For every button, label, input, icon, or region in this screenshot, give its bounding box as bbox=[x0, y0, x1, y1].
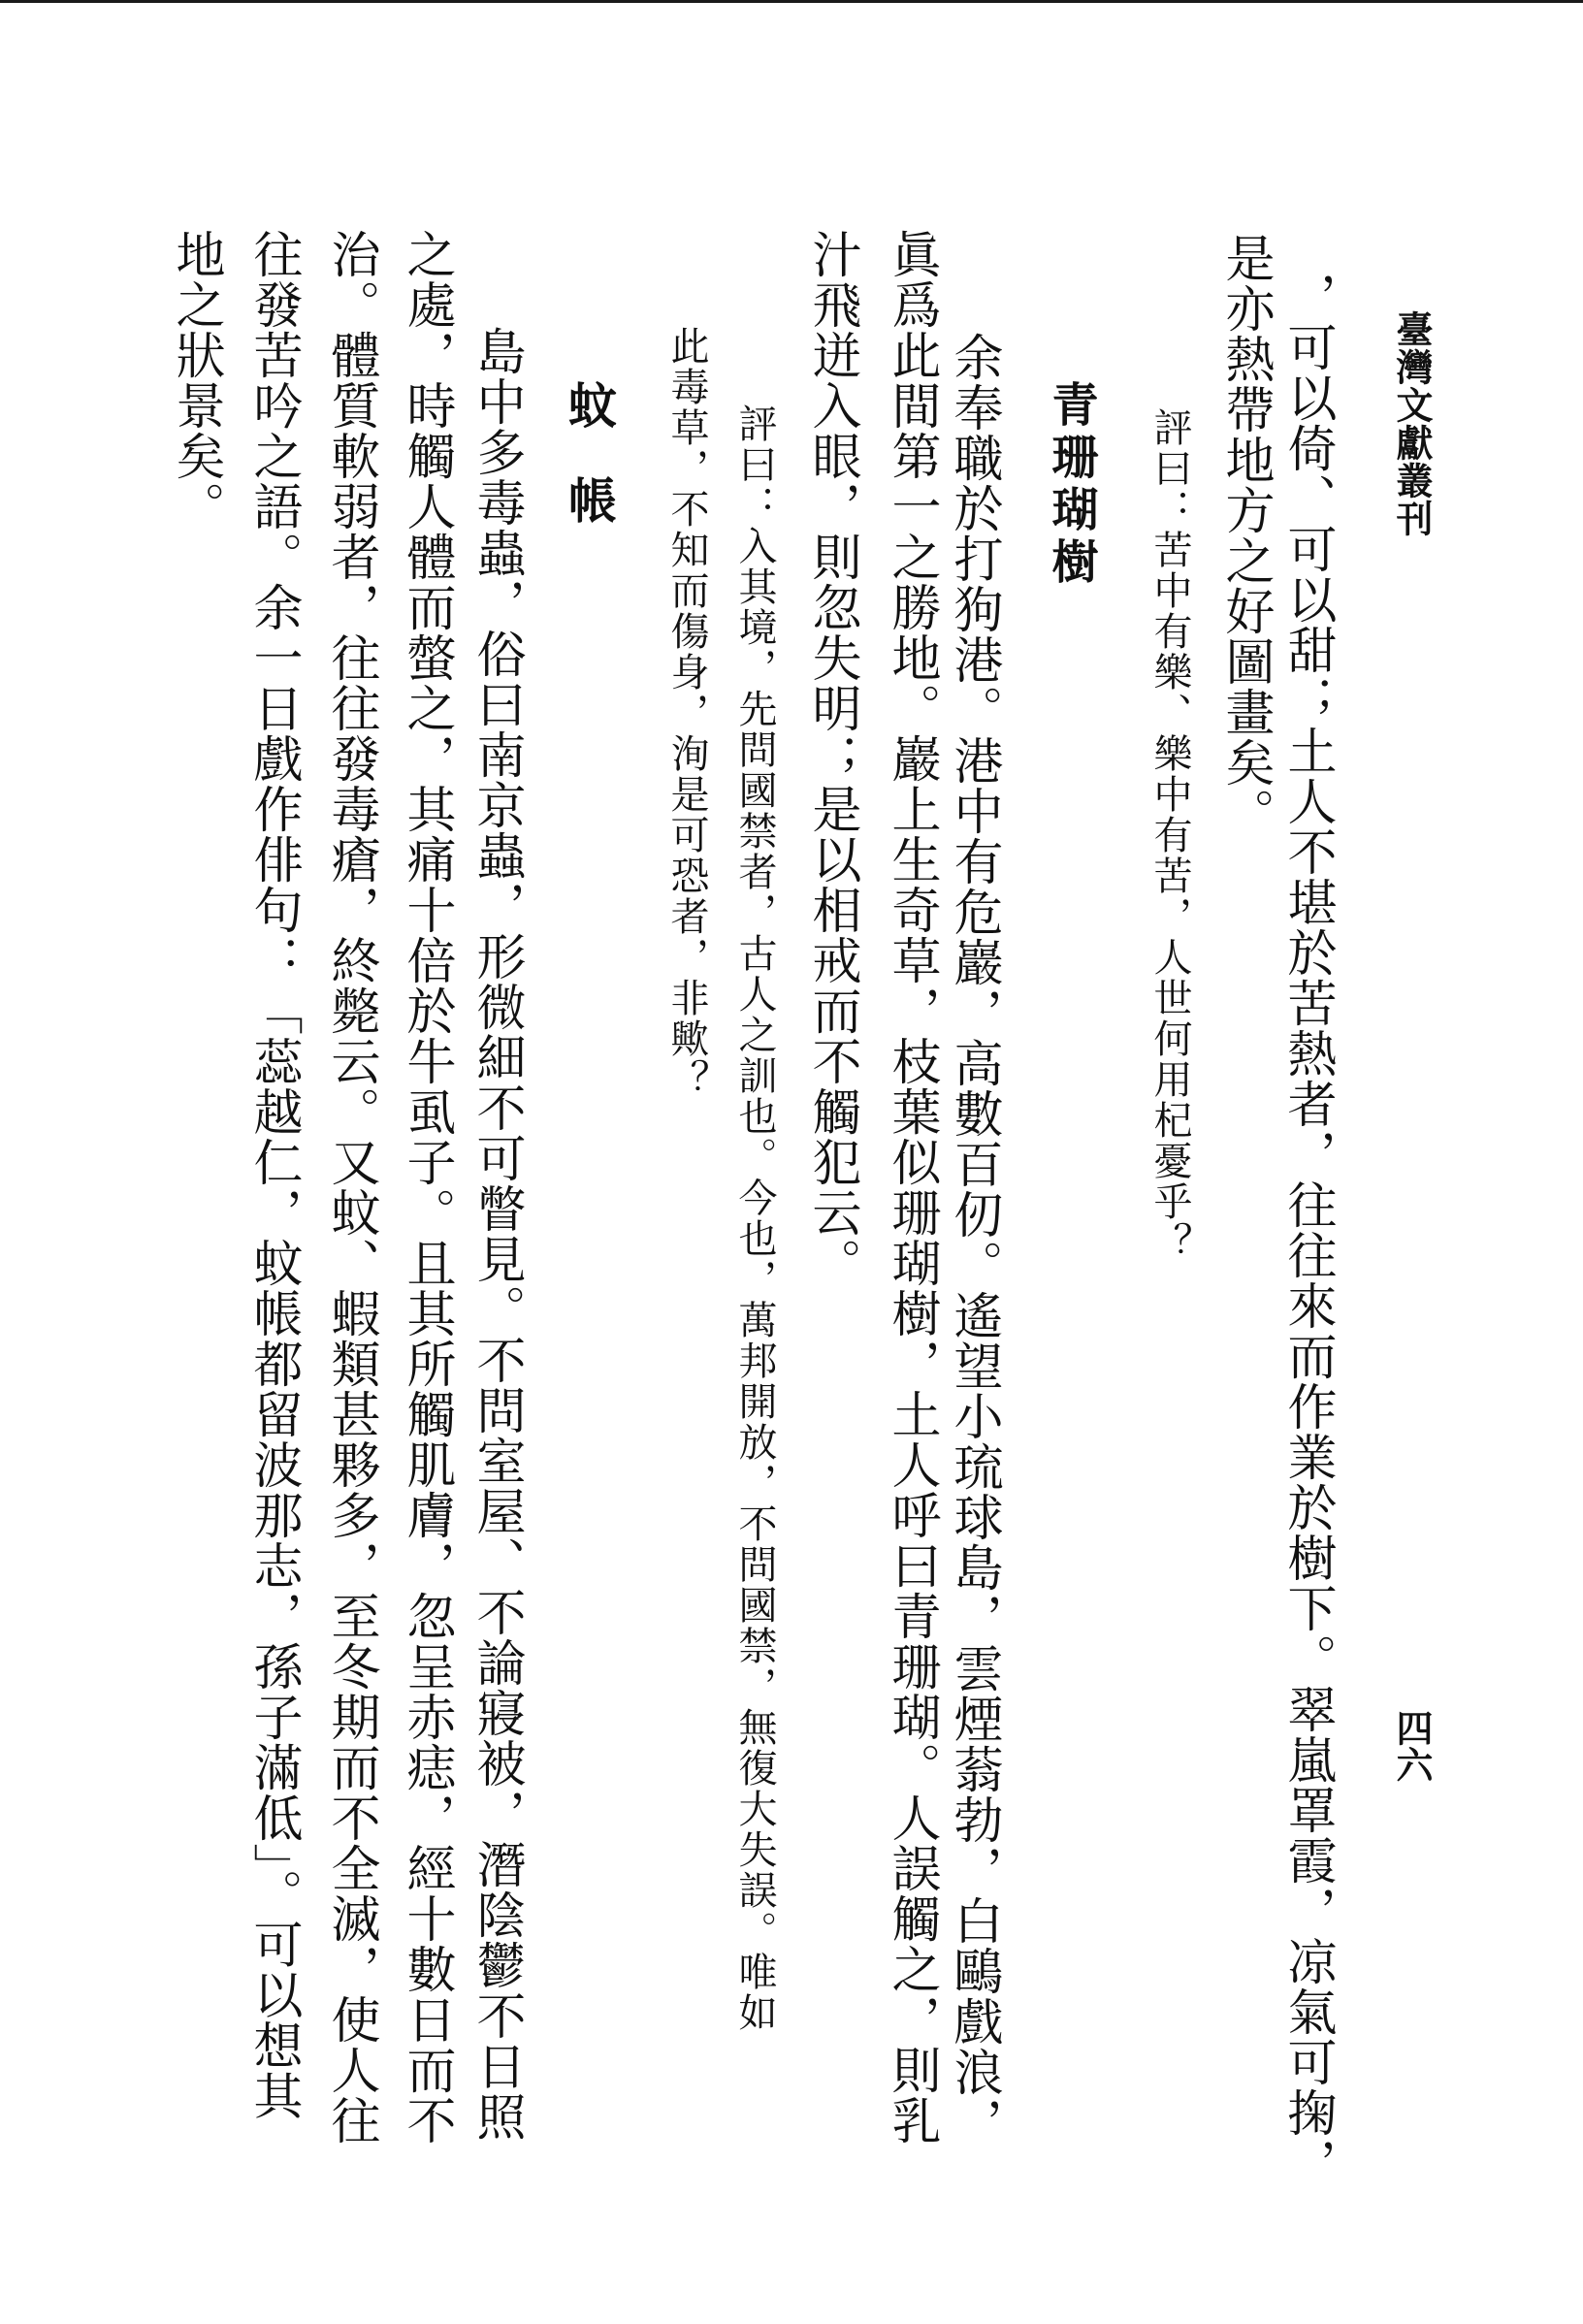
commentary-column-1: 評曰：苦中有樂、樂中有苦，人世何用杞憂乎？ bbox=[1147, 407, 1192, 1263]
text-column-3: 余奉職於打狗港。港中有危巖，高數百仞。遙望小琉球島，雲煙蓊勃，白鷗戲浪， bbox=[945, 332, 1002, 2147]
text-column-8: 治。體質軟弱者，往往發毒瘡，終斃云。又蚊、蝦類甚夥多，至冬期而不全滅，使人往 bbox=[322, 229, 379, 2146]
section-title-mosquito-net: 蚊帳 bbox=[561, 380, 618, 570]
top-border-line bbox=[0, 0, 1583, 3]
section-title-green-coral-tree: 青珊瑚樹 bbox=[1044, 380, 1098, 590]
page-number: 四六 bbox=[1390, 1709, 1434, 1783]
text-column-10: 地之狀景矣。 bbox=[167, 229, 224, 532]
text-column-2: 是亦熱帶地方之好圖畫矣。 bbox=[1216, 233, 1274, 838]
text-column-6: 島中多毒蟲，俗曰南京蟲，形微細不可瞥見。不問室屋、不論寢被，潛陰鬱不日照 bbox=[468, 326, 525, 2142]
text-column-1: ，可以倚、可以甜；土人不堪於苦熱者，往往來而作業於樹下。翠嵐罩霞，凉氣可掬， bbox=[1278, 272, 1336, 2188]
text-column-4: 眞爲此間第一之勝地。巖上生奇草，枝葉似珊瑚樹，土人呼曰青珊瑚。人誤觸之，則乳 bbox=[883, 229, 940, 2146]
commentary-column-3: 此毒草，不知而傷身，洵是可恐者，非歟？ bbox=[664, 326, 709, 1100]
text-column-7: 之處，時觸人體而螫之，其痛十倍於牛虱子。且其所觸肌膚，忽呈赤痣，經十數日而不 bbox=[398, 229, 455, 2146]
commentary-column-2: 評曰：入其境，先問國禁者，古人之訓也。今也，萬邦開放，不問國禁，無復大失誤。唯如 bbox=[732, 403, 777, 2033]
text-column-5: 汁飛迸入眼，則忽失明；是以相戒而不觸犯云。 bbox=[803, 229, 860, 1288]
text-column-9: 往發苦吟之語。余一日戲作俳句：「蕊越仁，蚊帳都留波那志，孫子滿低」。可以想其 bbox=[244, 229, 302, 2121]
running-header-title: 臺灣文獻叢刊 bbox=[1390, 310, 1434, 537]
